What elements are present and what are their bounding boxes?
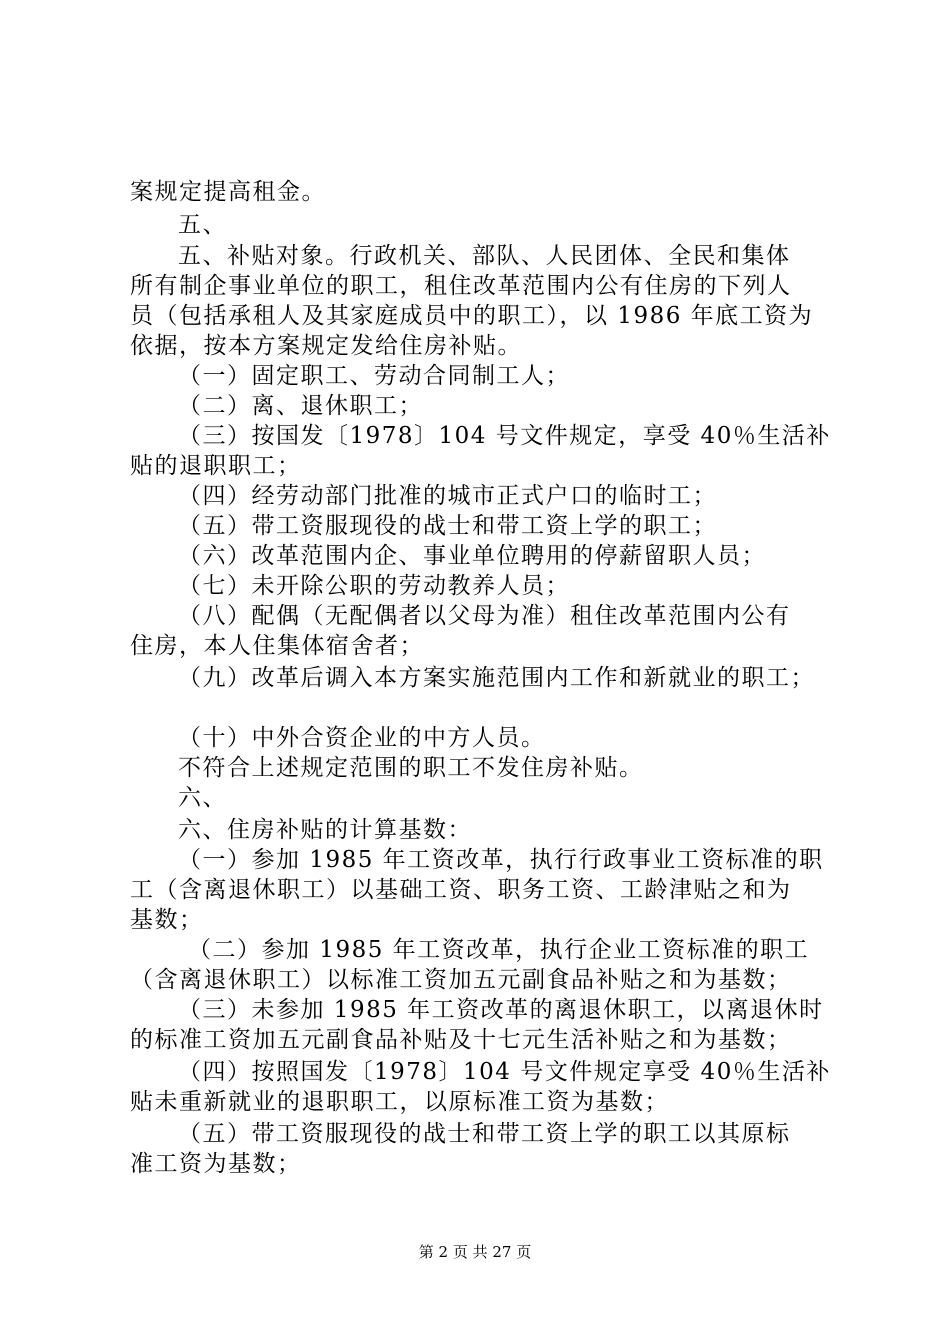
page-number-footer: 第 2 页 共 27 页 (418, 1243, 532, 1261)
text-line: 贴未重新就业的退职职工，以原标准工资为基数； (130, 1089, 669, 1115)
text-line: 五、补贴对象。行政机关、部队、人民团体、全民和集体 (178, 243, 791, 269)
text-line: 准工资为基数； (130, 1151, 302, 1177)
text-line: （七）未开除公职的劳动教养人员； (178, 573, 570, 599)
text-line: （八）配偶（无配偶者以父母为准）租住改革范围内公有 (178, 603, 791, 629)
text-line: （五）带工资服现役的战士和带工资上学的职工； (178, 513, 717, 539)
text-line: （十）中外合资企业的中方人员。 (178, 725, 546, 751)
text-line: （九）改革后调入本方案实施范围内工作和新就业的职工； (178, 665, 815, 691)
text-line: （三）按国发〔1978〕104 号文件规定，享受 40％生活补 (178, 423, 831, 449)
text-line: 的标准工资加五元副食品补贴及十七元生活补贴之和为基数； (130, 1027, 792, 1053)
text-line: 员（包括承租人及其家庭成员中的职工），以 1986 年底工资为 (130, 303, 814, 329)
text-line: 住房，本人住集体宿舍者； (130, 633, 424, 659)
text-line: 依据，按本方案规定发给住房补贴。 (130, 333, 522, 359)
text-line: （含离退休职工）以标准工资加五元副食品补贴之和为基数； (130, 967, 792, 993)
text-line: 五、 (178, 212, 227, 238)
text-line: 基数； (130, 907, 204, 933)
text-line: （四）经劳动部门批准的城市正式户口的临时工； (178, 483, 717, 509)
text-line: （一）固定职工、劳动合同制工人； (178, 363, 570, 389)
text-line: 案规定提高租金。 (130, 179, 326, 205)
text-line: （五）带工资服现役的战士和带工资上学的职工以其原标 (178, 1121, 791, 1147)
text-line: 贴的退职职工； (130, 453, 302, 479)
text-line: （六）改革范围内企、事业单位聘用的停薪留职人员； (178, 543, 766, 569)
text-line: （三）未参加 1985 年工资改革的离退休职工，以离退休时 (178, 997, 824, 1023)
text-line: 六、 (178, 785, 227, 811)
text-line: 不符合上述规定范围的职工不发住房补贴。 (178, 755, 644, 781)
text-line: 工（含离退休职工）以基础工资、职务工资、工龄津贴之和为 (130, 877, 792, 903)
text-line: （二）参加 1985 年工资改革，执行企业工资标准的职工 (188, 937, 810, 963)
text-line: （二）离、退休职工； (178, 393, 423, 419)
text-line: （一）参加 1985 年工资改革，执行行政事业工资标准的职 (178, 847, 824, 873)
text-line: 六、住房补贴的计算基数： (178, 817, 472, 843)
text-line: 所有制企事业单位的职工，租住改革范围内公有住房的下列人 (130, 273, 792, 299)
text-line: （四）按照国发〔1978〕104 号文件规定享受 40％生活补 (178, 1059, 831, 1085)
